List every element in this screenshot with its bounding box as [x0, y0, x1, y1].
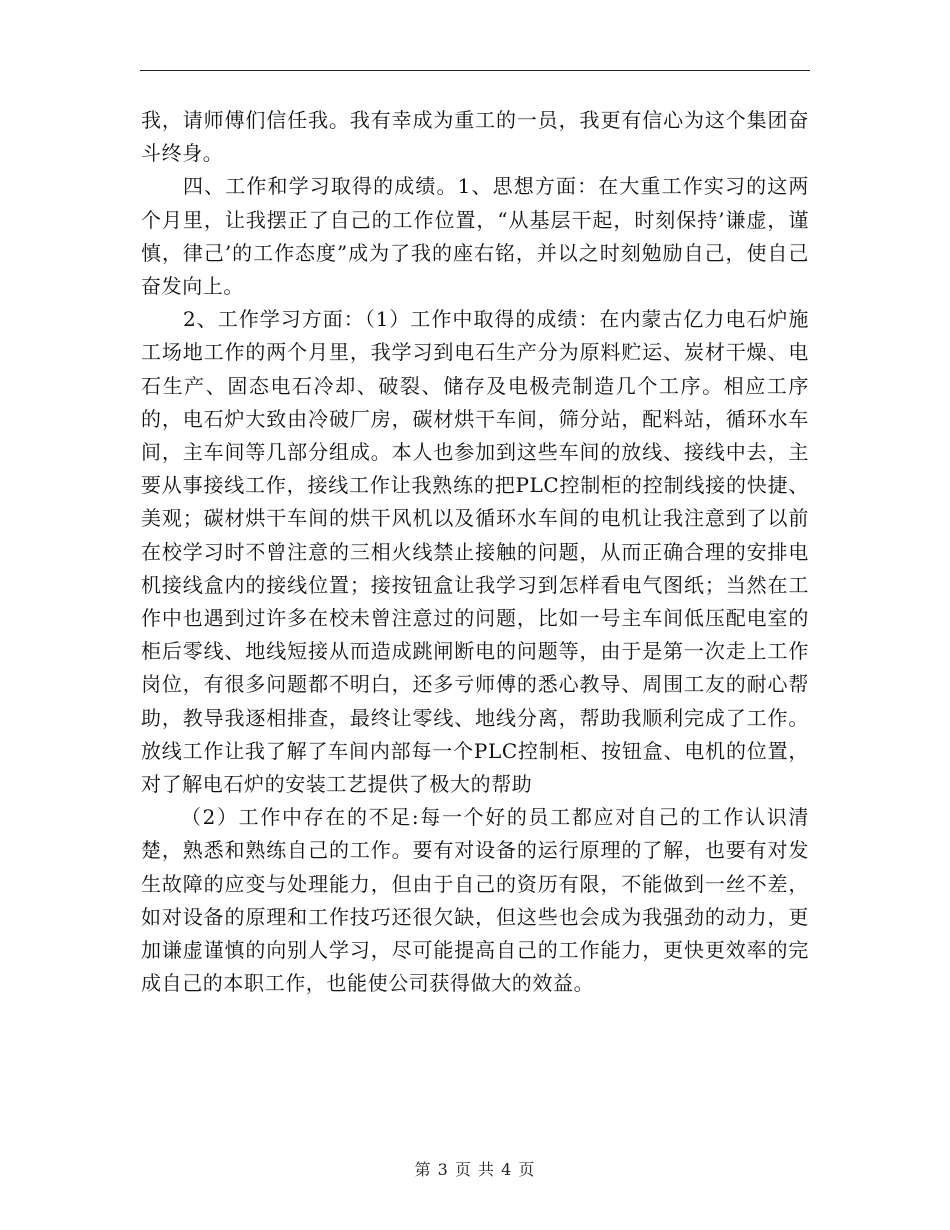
header-rule [140, 70, 810, 71]
paragraph-achievements: 四、工作和学习取得的成绩。1、思想方面：在大重工作实习的这两个月里，让我摆正了自己的工作位置，“从基层干起，时刻保持’谦虚，谨慎，律己’的工作态度”成为了我的座右铭，并以之时刻勉励自己，使自己奋发向上。 [141, 174, 809, 299]
page-number-footer: 第 3 页 共 4 页 [414, 1160, 536, 1179]
paragraph-continuation: 我，请师傅们信任我。我有幸成为重工的一员，我更有信心为这个集团奋斗终身。 [141, 108, 809, 166]
paragraph-work-study: 2、工作学习方面：（1）工作中取得的成绩：在内蒙古亿力电石炉施工场地工作的两个月里，我学习到电石生产分为原料贮运、炭材干燥、电石生产、固态电石冷却、破裂、储存及电极壳制造几个工序。相应工序的，电石炉大致由冷破厂房，碳材烘干车间，筛分站，配料站，循环水车间，主车间等几部分组成。本人也参加到这些车间的放线、接线中去，主要从事接线工作，接线工作让我熟练的把PLC控制柜的控制线接的快捷、美观；碳材烘干车间的烘干风机以及循环水车间的电机让我注意到了以前在校学习时不曾注意的三相火线禁止接触的问题，从而正确合理的安排电机接线盒内的接线位置；接按钮盒让我学习到怎样看电气图纸；当然在工作中也遇到过许多在校未曾注意过的问题，比如一号主车间低压配电室的柜后零线、地线短接从而造成跳闸断电的问题等，由于是第一次走上工作岗位，有很多问题都不明白，还多亏师傅的悉心教导、周围工友的耐心帮助，教导我逐相排查，最终让零线、地线分离，帮助我顺利完成了工作。放线工作让我了解了车间内部每一个PLC控制柜、按钮盒、电机的位置，对了解电石炉的安装工艺提供了极大的帮助 [141, 307, 809, 797]
paragraph-shortcomings: （2）工作中存在的不足:每一个好的员工都应对自己的工作认识清楚，熟悉和熟练自己的工作。要有对设备的运行原理的了解，也要有对发生故障的应变与处理能力，但由于自己的资历有限，不能做到一丝不差，如对设备的原理和工作技巧还很欠缺，但这些也会成为我强劲的动力，更加谦虚谨慎的向别人学习，尽可能提高自己的工作能力，更快更效率的完成自己的本职工作，也能使公司获得做大的效益。 [141, 805, 809, 996]
document-body [141, 104, 809, 1000]
